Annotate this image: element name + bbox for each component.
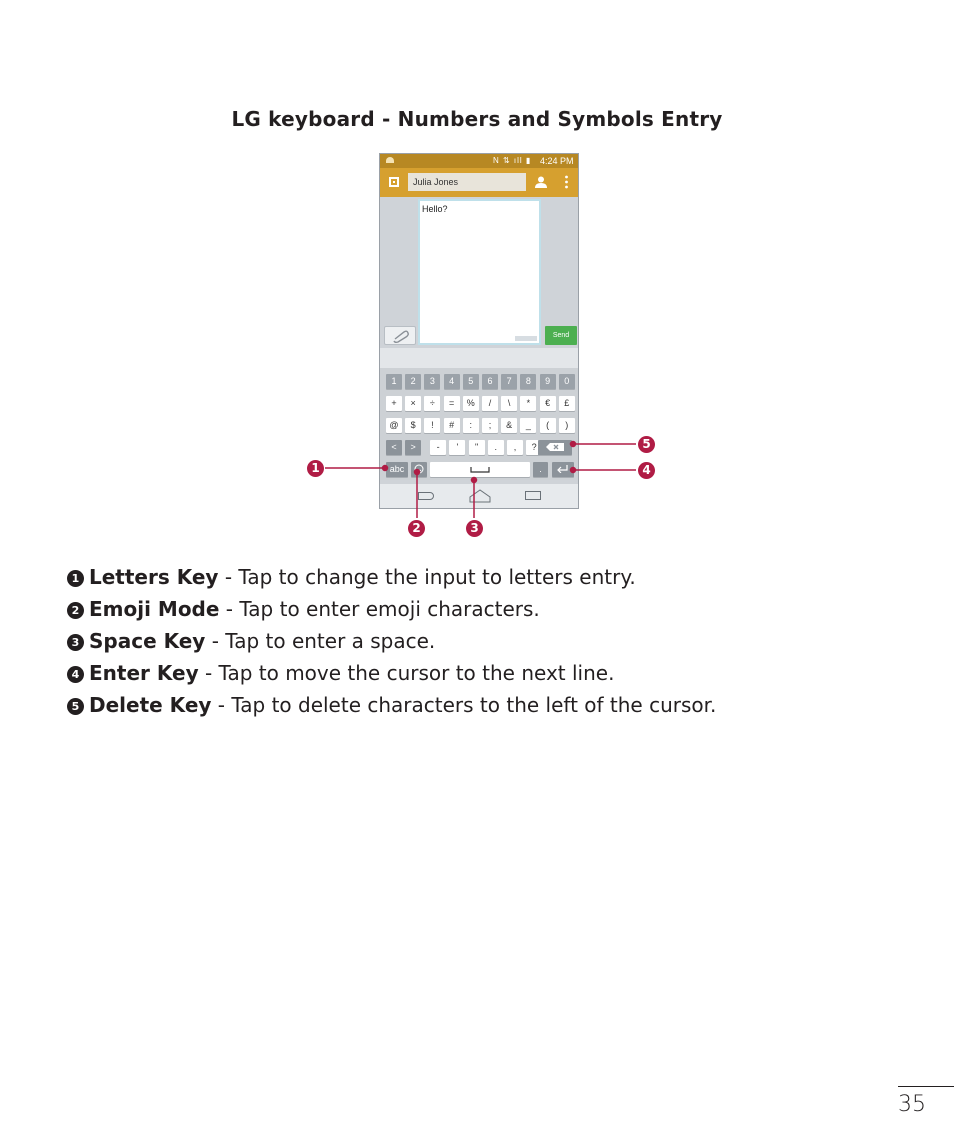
symbol-key[interactable]: ' (449, 440, 465, 455)
number-key[interactable]: 4 (444, 374, 460, 389)
legend-desc: - Tap to enter emoji characters. (219, 597, 540, 621)
number-key[interactable]: 8 (520, 374, 536, 389)
message-text: Hello? (422, 204, 448, 214)
symbol-key[interactable]: " (469, 440, 485, 455)
send-button[interactable]: Send (545, 326, 577, 345)
legend-item (67, 563, 927, 595)
symbol-key[interactable]: ; (482, 418, 498, 433)
legend-term: Enter Key (89, 661, 199, 685)
number-key[interactable]: 2 (405, 374, 421, 389)
symbol-key[interactable]: _ (520, 418, 536, 433)
symbol-key[interactable]: - (430, 440, 446, 455)
number-key[interactable]: 5 (463, 374, 479, 389)
legend-desc: - Tap to delete characters to the left of the cursor. (211, 693, 717, 717)
page-rule (898, 1086, 954, 1087)
callout-5: 5 (638, 436, 655, 453)
page-number: 35 (898, 1092, 926, 1117)
recipient-field[interactable]: Julia Jones (408, 173, 526, 191)
legend-item (67, 691, 927, 723)
legend-term: Space Key (89, 629, 206, 653)
legend-item (67, 659, 927, 691)
symbol-key[interactable]: = (444, 396, 460, 411)
callout-1: 1 (307, 460, 324, 477)
symbol-key[interactable]: * (520, 396, 536, 411)
symbol-key[interactable]: £ (559, 396, 575, 411)
callout-2: 2 (408, 520, 425, 537)
legend-desc: - Tap to enter a space. (205, 629, 436, 653)
legend-number: 2 (67, 602, 84, 619)
symbol-key[interactable]: : (463, 418, 479, 433)
symbol-key[interactable]: / (482, 396, 498, 411)
cursor-left-key[interactable]: < (386, 440, 402, 455)
legend-term: Emoji Mode (89, 597, 220, 621)
symbol-key[interactable]: & (501, 418, 517, 433)
legend-term: Delete Key (89, 693, 212, 717)
legend-number: 5 (67, 698, 84, 715)
legend-item (67, 595, 927, 627)
symbol-key[interactable]: . (488, 440, 504, 455)
legend-desc: - Tap to move the cursor to the next line. (198, 661, 615, 685)
legend (67, 563, 927, 723)
legend-desc: - Tap to change the input to letters entry. (218, 565, 636, 589)
number-key[interactable]: 9 (540, 374, 556, 389)
period-key[interactable]: . (533, 462, 548, 477)
symbol-key[interactable]: @ (386, 418, 402, 433)
number-key[interactable]: 0 (559, 374, 575, 389)
symbol-key[interactable]: + (386, 396, 402, 411)
symbol-key[interactable]: \ (501, 396, 517, 411)
status-time: 4:24 PM (540, 156, 574, 166)
number-key[interactable]: 3 (424, 374, 440, 389)
legend-item (67, 627, 927, 659)
symbol-key[interactable]: # (444, 418, 460, 433)
symbol-key[interactable]: ) (559, 418, 575, 433)
callout-3: 3 (466, 520, 483, 537)
legend-number: 4 (67, 666, 84, 683)
symbol-key[interactable]: ( (540, 418, 556, 433)
symbol-key[interactable]: × (405, 396, 421, 411)
number-key[interactable]: 7 (501, 374, 517, 389)
letters-key[interactable]: abc (386, 462, 408, 477)
number-key[interactable]: 1 (386, 374, 402, 389)
number-key[interactable]: 6 (482, 374, 498, 389)
cursor-right-key[interactable]: > (405, 440, 421, 455)
legend-term: Letters Key (89, 565, 219, 589)
symbol-key[interactable]: ? (526, 440, 542, 455)
callout-4: 4 (638, 462, 655, 479)
page-title: LG keyboard - Numbers and Symbols Entry (231, 107, 723, 131)
status-icons: N ⇅ ıll ▮ (493, 156, 532, 165)
symbol-key[interactable]: ! (424, 418, 440, 433)
symbol-key[interactable]: , (507, 440, 523, 455)
symbol-key[interactable]: $ (405, 418, 421, 433)
symbol-key[interactable]: % (463, 396, 479, 411)
symbol-key[interactable]: € (540, 396, 556, 411)
legend-number: 1 (67, 570, 84, 587)
symbol-key[interactable]: ÷ (424, 396, 440, 411)
legend-number: 3 (67, 634, 84, 651)
